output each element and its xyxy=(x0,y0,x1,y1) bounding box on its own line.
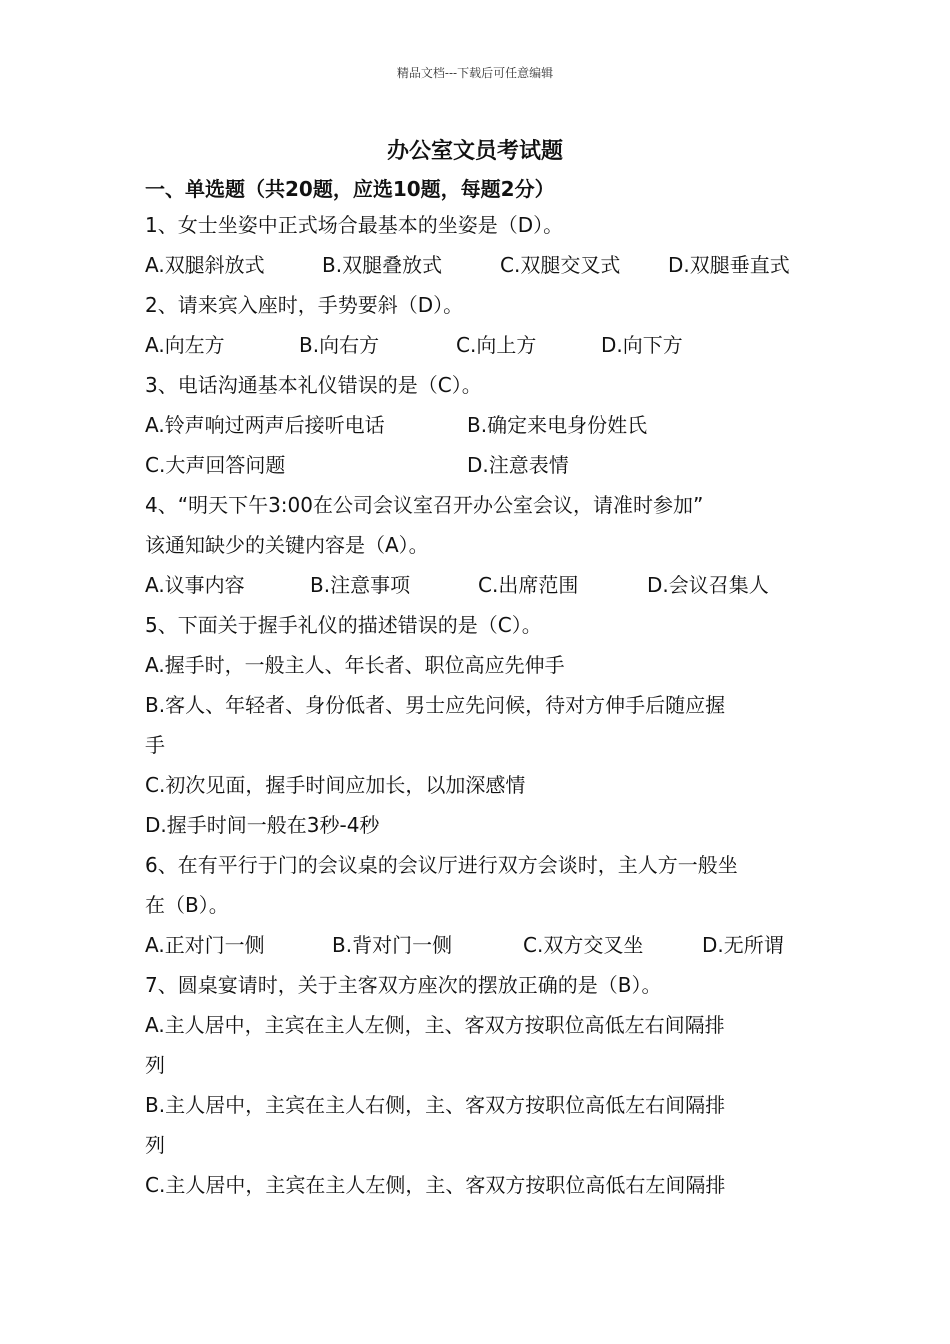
text-line: 5、下面关于握手礼仪的描述错误的是（C）。 xyxy=(145,613,542,637)
text-line: 列 xyxy=(145,1133,165,1157)
option-item: B.背对门一侧 xyxy=(332,933,453,957)
text-line: 7、圆桌宴请时，关于主客双方座次的摆放正确的是（B）。 xyxy=(145,973,662,997)
option-item: B.确定来电身份姓氏 xyxy=(467,413,648,437)
text-line: D.握手时间一般在3秒-4秒 xyxy=(145,813,380,837)
text-line: 在（B）。 xyxy=(145,893,229,917)
option-item: C.向上方 xyxy=(456,333,537,357)
option-item: A.铃声响过两声后接听电话 xyxy=(145,413,385,437)
option-item: A.正对门一侧 xyxy=(145,933,265,957)
document-title: 办公室文员考试题 xyxy=(386,139,563,164)
option-item: B.双腿叠放式 xyxy=(322,253,443,277)
option-item: A.议事内容 xyxy=(145,573,245,597)
text-line: 列 xyxy=(145,1053,165,1077)
text-line: 3、电话沟通基本礼仪错误的是（C）。 xyxy=(145,373,482,397)
text-line: C.初次见面，握手时间应加长，以加深感情 xyxy=(145,773,526,797)
option-item: C.双腿交叉式 xyxy=(500,253,621,277)
option-item: C.出席范围 xyxy=(478,573,579,597)
option-item: D.向下方 xyxy=(601,333,683,357)
option-item: A.双腿斜放式 xyxy=(145,253,265,277)
text-line: C.主人居中，主宾在主人左侧，主、客双方按职位高低右左间隔排 xyxy=(145,1173,726,1197)
text-line: 该通知缺少的关键内容是（A）。 xyxy=(145,533,429,557)
option-item: D.会议召集人 xyxy=(647,573,769,597)
text-line: 6、在有平行于门的会议桌的会议厅进行双方会谈时，主人方一般坐 xyxy=(145,853,738,877)
text-line: A.握手时，一般主人、年长者、职位高应先伸手 xyxy=(145,653,565,677)
text-line: B.客人、年轻者、身份低者、男士应先问候，待对方伸手后随应握 xyxy=(145,693,726,717)
option-item: B.向右方 xyxy=(299,333,380,357)
text-line: B.主人居中，主宾在主人右侧，主、客双方按职位高低左右间隔排 xyxy=(145,1093,726,1117)
text-line: 4、“明天下午3:00在公司会议室召开办公室会议，请准时参加” xyxy=(145,493,704,517)
text-line: 手 xyxy=(145,733,165,757)
text-line: A.主人居中，主宾在主人左侧，主、客双方按职位高低左右间隔排 xyxy=(145,1013,725,1037)
option-item: D.双腿垂直式 xyxy=(668,253,790,277)
option-item: C.大声回答问题 xyxy=(145,453,286,477)
option-item: B.注意事项 xyxy=(310,573,411,597)
option-item: D.无所谓 xyxy=(702,933,784,957)
option-item: A.向左方 xyxy=(145,333,225,357)
text-line: 1、女士坐姿中正式场合最基本的坐姿是（D）。 xyxy=(145,213,564,237)
option-item: D.注意表情 xyxy=(467,453,569,477)
section-heading: 一、单选题（共20题，应选10题，每题2分） xyxy=(145,177,555,201)
page-header: 精品文档---下载后可任意编辑 xyxy=(396,66,554,80)
option-item: C.双方交叉坐 xyxy=(523,933,644,957)
text-line: 2、请来宾入座时，手势要斜（D）。 xyxy=(145,293,464,317)
